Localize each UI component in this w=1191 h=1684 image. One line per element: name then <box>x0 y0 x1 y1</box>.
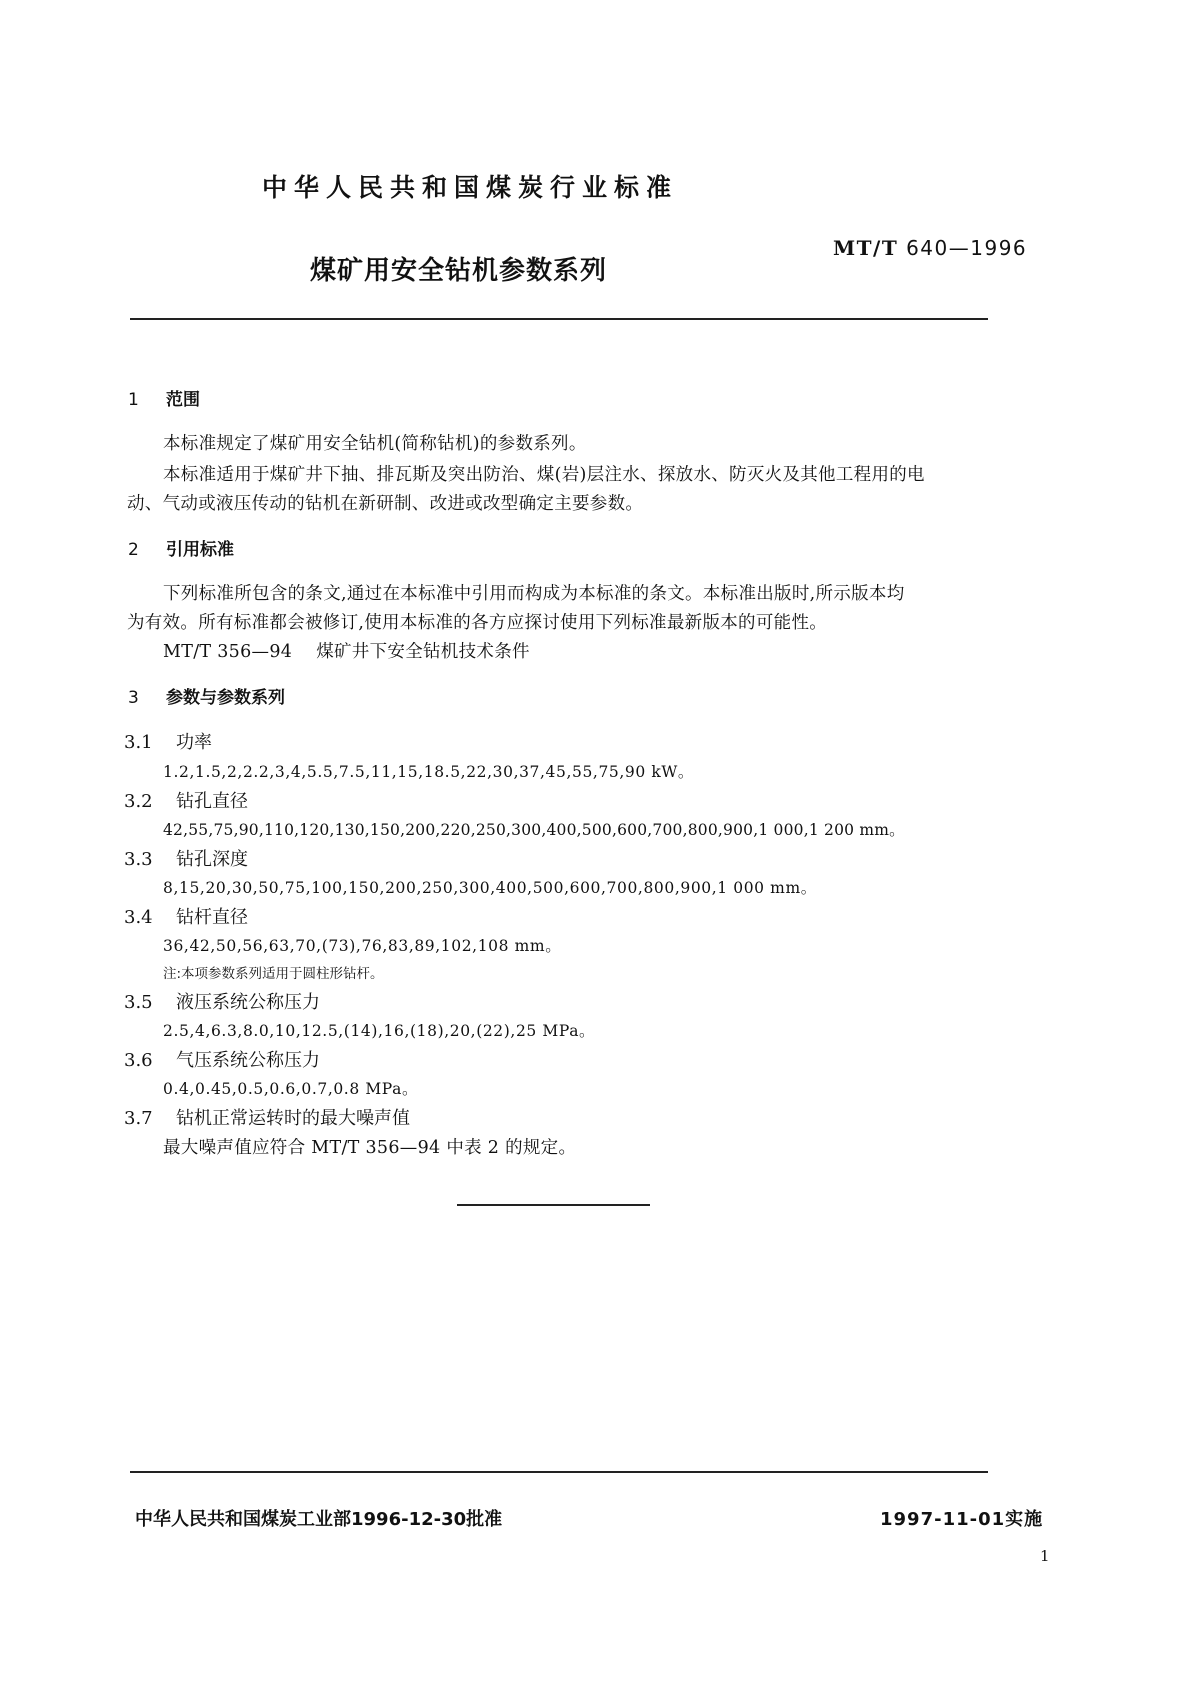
standard-code-number: 640—1996 <box>906 236 1028 260</box>
end-of-text-rule <box>457 1204 650 1206</box>
section-title: 范围 <box>166 390 200 410</box>
clause-number: 3.1 <box>124 732 153 753</box>
section-1-heading <box>128 385 200 410</box>
referenced-standard-code: MT/T 356—94 <box>163 642 293 662</box>
section-1-paragraph-2-line-2: 动、气动或液压传动的钻机在新研制、改进或改型确定主要参数。 <box>127 494 644 514</box>
clause-3-4-values: 36,42,50,56,63,70,(73),76,83,89,102,108 mm。 <box>163 937 562 955</box>
section-2-paragraph-line-1: 下列标准所包含的条文,通过在本标准中引用而构成为本标准的条文。本标准出版时,所示版本均 <box>163 584 905 604</box>
clause-3-5-values: 2.5,4,6.3,8.0,10,12.5,(14),16,(18),20,(22),25 MPa。 <box>163 1022 596 1040</box>
clause-3-4-heading <box>124 903 248 929</box>
header-rule <box>130 318 988 320</box>
clause-3-7-heading <box>124 1104 410 1130</box>
section-number: 2 <box>128 540 139 560</box>
clause-3-1-values: 1.2,1.5,2,2.2,3,4,5.5,7.5,11,15,18.5,22,30,37,45,55,75,90 kW。 <box>163 763 694 781</box>
clause-number: 3.4 <box>124 907 153 928</box>
approval-statement: 中华人民共和国煤炭工业部1996-12-30批准 <box>135 1509 503 1530</box>
page-number: 1 <box>1040 1547 1050 1565</box>
clause-3-6-heading <box>124 1046 320 1072</box>
clause-title: 功率 <box>176 732 212 753</box>
section-number: 3 <box>128 688 139 708</box>
section-number: 1 <box>128 390 139 410</box>
footer-rule <box>130 1471 988 1473</box>
section-3-heading <box>128 683 285 708</box>
clause-title: 气压系统公称压力 <box>176 1050 320 1071</box>
clause-3-3-values: 8,15,20,30,50,75,100,150,200,250,300,400,500,600,700,800,900,1 000 mm。 <box>163 879 817 897</box>
clause-title: 钻机正常运转时的最大噪声值 <box>176 1108 410 1129</box>
effective-date: 1997-11-01实施 <box>880 1509 1044 1530</box>
clause-number: 3.5 <box>124 992 153 1013</box>
clause-3-3-heading <box>124 845 248 871</box>
section-2-heading <box>128 535 234 560</box>
clause-number: 3.3 <box>124 849 153 870</box>
section-title: 引用标准 <box>166 540 234 560</box>
clause-3-4-note: 注:本项参数系列适用于圆柱形钻杆。 <box>163 966 384 982</box>
clause-title: 液压系统公称压力 <box>176 992 320 1013</box>
clause-3-1-heading <box>124 728 212 754</box>
clause-3-7-text: 最大噪声值应符合 MT/T 356—94 中表 2 的规定。 <box>163 1138 577 1158</box>
clause-3-2-values: 42,55,75,90,110,120,130,150,200,220,250,300,400,500,600,700,800,900,1 000,1 200 mm。 <box>163 821 905 839</box>
clause-title: 钻孔深度 <box>176 849 248 870</box>
section-2-paragraph-line-2: 为有效。所有标准都会被修订,使用本标准的各方应探讨使用下列标准最新版本的可能性。 <box>127 613 828 633</box>
section-title: 参数与参数系列 <box>166 688 285 708</box>
referenced-standard-title: 煤矿井下安全钻机技术条件 <box>316 642 530 662</box>
clause-number: 3.2 <box>124 791 153 812</box>
standard-code-prefix: MT/T <box>833 236 899 260</box>
clause-title: 钻杆直径 <box>176 907 248 928</box>
standard-code <box>833 236 1027 260</box>
clause-number: 3.6 <box>124 1050 153 1071</box>
section-1-paragraph-1: 本标准规定了煤矿用安全钻机(简称钻机)的参数系列。 <box>163 434 587 454</box>
clause-title: 钻孔直径 <box>176 791 248 812</box>
clause-3-2-heading <box>124 787 248 813</box>
clause-number: 3.7 <box>124 1108 153 1129</box>
document-title: 煤矿用安全钻机参数系列 <box>310 256 608 286</box>
clause-3-6-values: 0.4,0.45,0.5,0.6,0.7,0.8 MPa。 <box>163 1080 419 1098</box>
referenced-standard <box>163 638 530 663</box>
section-1-paragraph-2-line-1: 本标准适用于煤矿井下抽、排瓦斯及突出防治、煤(岩)层注水、探放水、防灭火及其他工程用的电 <box>163 465 925 485</box>
issuing-organization: 中华人民共和国煤炭行业标准 <box>262 173 679 202</box>
clause-3-5-heading <box>124 988 320 1014</box>
